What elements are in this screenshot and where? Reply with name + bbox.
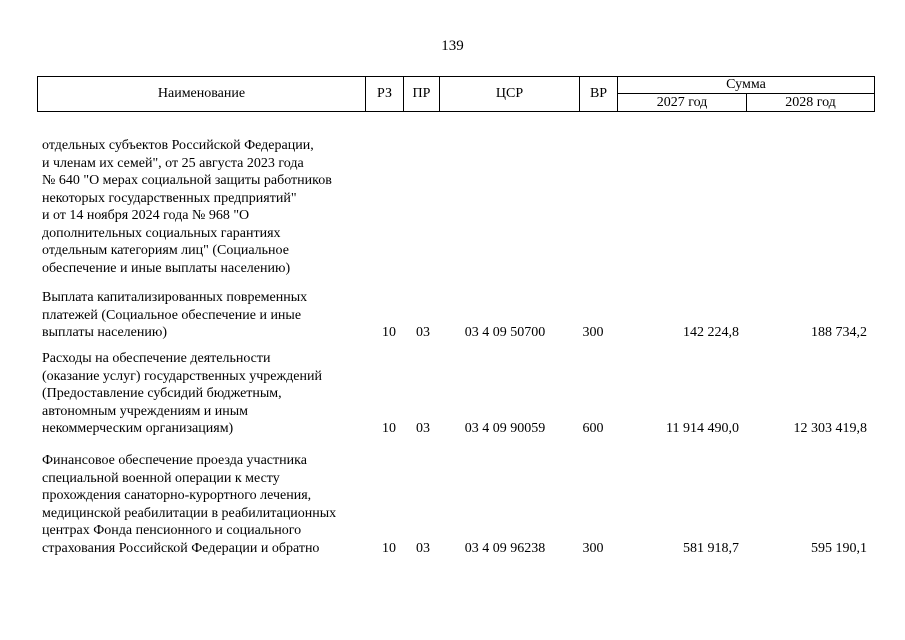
row-rz: 10 xyxy=(382,540,396,556)
row-amount-2028: 12 303 419,8 xyxy=(793,421,867,436)
description-line: и от 14 ноября 2024 года № 968 "О xyxy=(42,208,250,223)
header-vr: ВР xyxy=(580,77,618,112)
row-csr: 03 4 09 96238 xyxy=(464,540,546,556)
row-description xyxy=(42,137,372,277)
description-line: некоторых государственных предприятий" xyxy=(42,190,297,206)
row-vr: 600 xyxy=(582,421,604,436)
row-rz: 10 xyxy=(382,421,396,436)
table-row xyxy=(0,137,905,277)
row-amount-2028: 188 734,2 xyxy=(811,325,867,340)
description-line: Финансовое обеспечение проезда участника xyxy=(42,453,307,468)
page-number: 139 xyxy=(441,38,464,54)
row-vr: 300 xyxy=(582,540,604,556)
row-amount-2028: 595 190,1 xyxy=(811,540,867,556)
description-line: (Предоставление субсидий бюджетным, xyxy=(42,386,282,401)
description-line: центрах Фонда пенсионного и социального xyxy=(42,523,302,538)
row-pr: 03 xyxy=(416,540,430,556)
description-line: отдельным категориям лиц" (Социальное xyxy=(42,243,289,258)
table-row xyxy=(0,350,905,438)
row-description xyxy=(42,289,372,342)
description-line: отдельных субъектов Российской Федерации, xyxy=(42,138,314,153)
description-line: платежей (Социальное обеспечение и иные xyxy=(42,307,302,323)
description-line: страхования Российской Федерации и обратно xyxy=(42,540,320,556)
header-year-2027: 2027 год xyxy=(618,94,747,112)
row-csr: 03 4 09 50700 xyxy=(464,325,546,340)
description-line: специальной военной операции к месту xyxy=(42,470,280,486)
row-rz: 10 xyxy=(382,325,396,340)
description-line: дополнительных социальных гарантиях xyxy=(42,225,281,241)
description-line: медицинской реабилитации в реабилитационных xyxy=(42,505,337,521)
description-line: Выплата капитализированных повременных xyxy=(42,290,308,305)
description-line: прохождения санаторно-курортного лечения, xyxy=(42,488,312,503)
header-sum: Сумма xyxy=(618,77,875,94)
description-line: автономным учреждениям и иным xyxy=(42,403,249,419)
header-pr: ПР xyxy=(404,77,440,112)
row-amount-2027: 142 224,8 xyxy=(683,325,739,340)
header-rz: РЗ xyxy=(366,77,404,112)
row-description xyxy=(42,452,372,557)
description-line: выплаты населению) xyxy=(42,325,167,340)
header-year-2028: 2028 год xyxy=(747,94,875,112)
table-header xyxy=(37,76,875,112)
row-amount-2027: 11 914 490,0 xyxy=(666,421,739,436)
row-vr: 300 xyxy=(582,325,604,340)
description-line: № 640 "О мерах социальной защиты работников xyxy=(42,173,332,188)
description-line: (оказание услуг) государственных учреждений xyxy=(42,368,322,384)
header-name: Наименование xyxy=(38,77,366,112)
description-line: обеспечение и иные выплаты населению) xyxy=(42,260,291,276)
table-row xyxy=(0,289,905,342)
row-description xyxy=(42,350,372,438)
row-csr: 03 4 09 90059 xyxy=(464,421,546,436)
description-line: Расходы на обеспечение деятельности xyxy=(42,351,271,366)
row-amount-2027: 581 918,7 xyxy=(683,540,739,556)
header-csr: ЦСР xyxy=(440,77,580,112)
table-row xyxy=(0,452,905,557)
description-line: и членам их семей", от 25 августа 2023 года xyxy=(42,155,304,171)
row-pr: 03 xyxy=(416,325,430,340)
description-line: некоммерческим организациям) xyxy=(42,421,234,436)
row-pr: 03 xyxy=(416,421,430,436)
